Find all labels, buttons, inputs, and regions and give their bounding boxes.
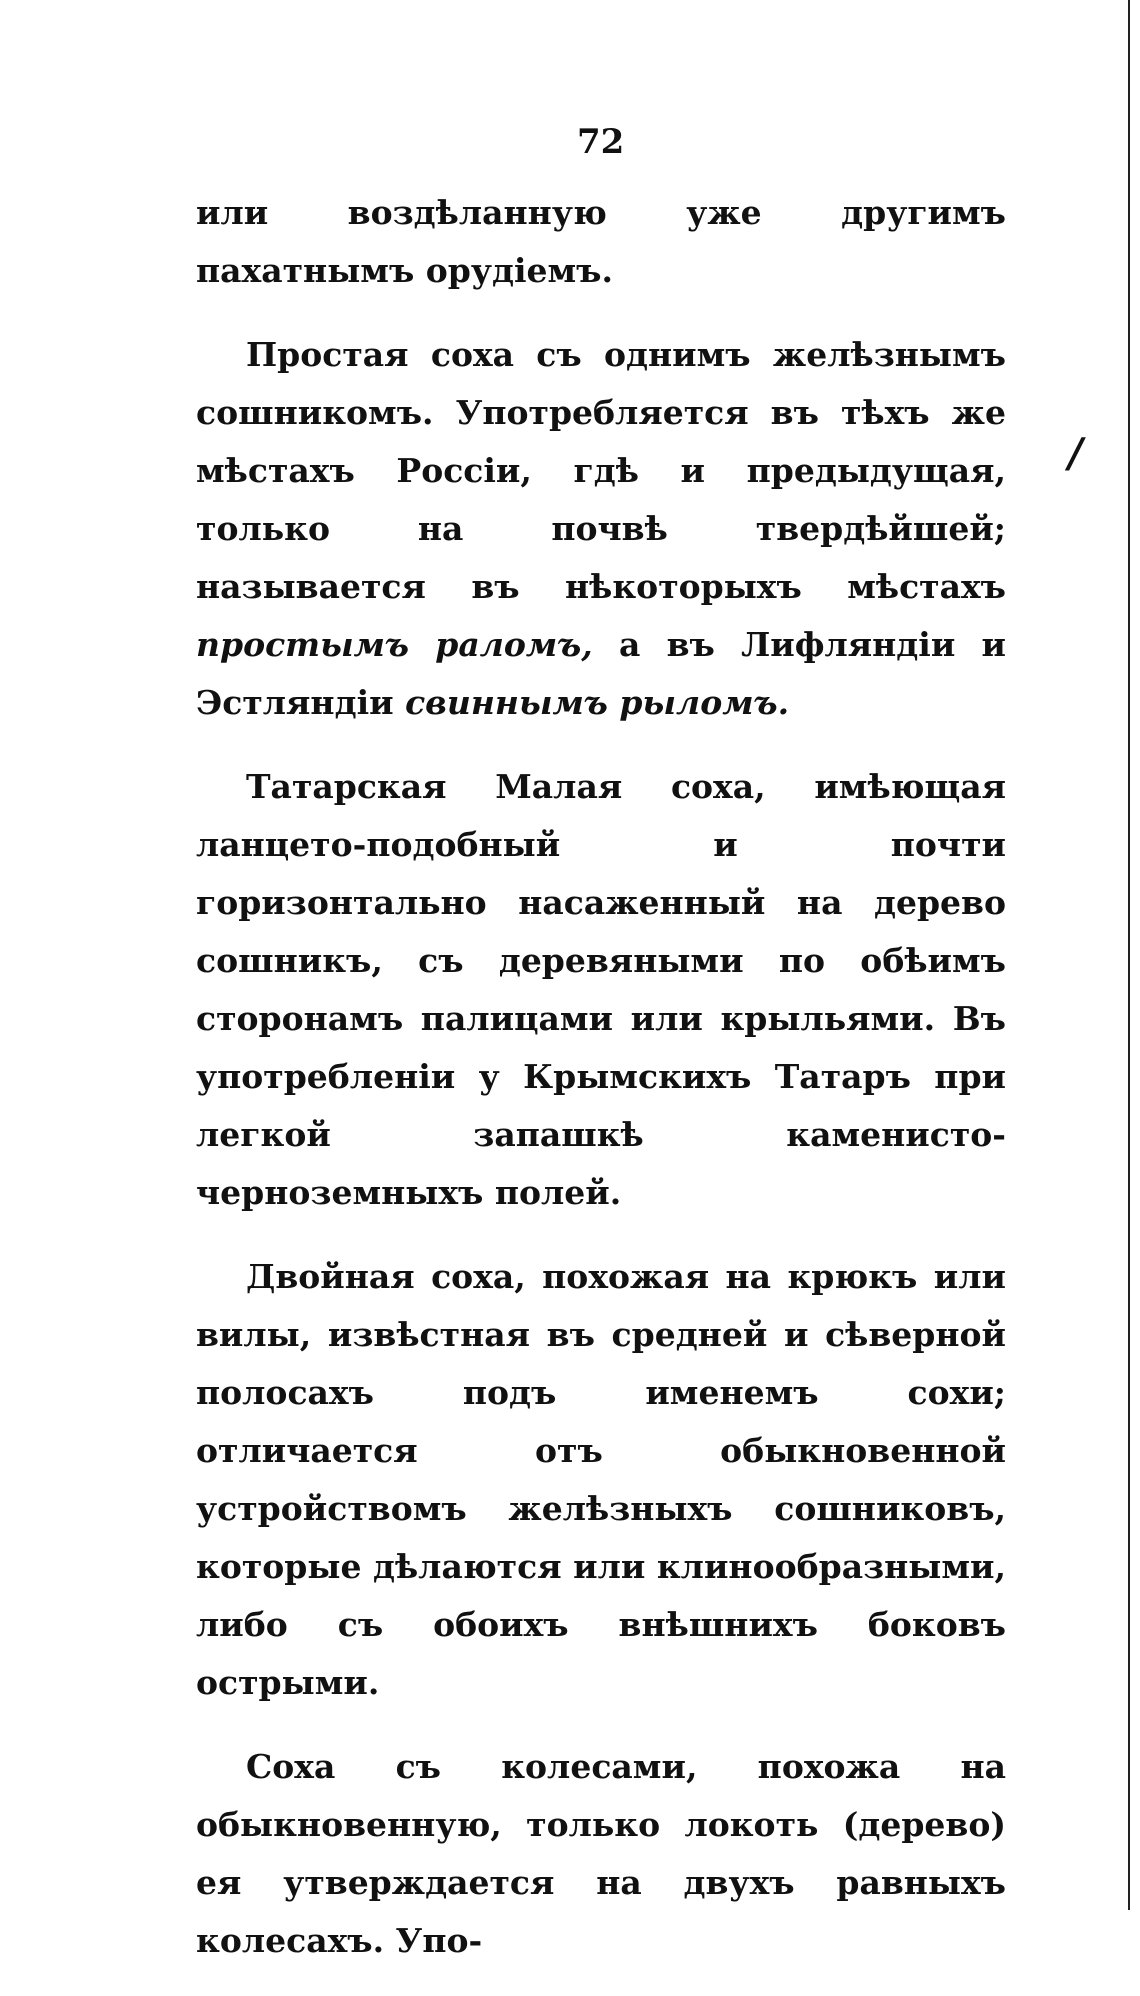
paragraph-5 [196,1738,1006,1970]
paragraph-4-text: Двойная соха, похожая на крюкъ или вилы, извѣстная въ средней и сѣверной полосахъ подъ именемъ сохи; отличается отъ обыкновенной устройствомъ желѣзныхъ сошниковъ, которые дѣлаются или клинообразными, либо съ обоихъ внѣшнихъ боковъ острыми. [196,1257,1006,1702]
paragraph-5-text: Соха съ колесами, похожа на обыкновенную, только локоть (дерево) ея утверждается на двухъ равныхъ колесахъ. Упо- [196,1747,1006,1960]
margin-mark: / [1068,430,1083,477]
paragraph-1-text: или воздѣланную уже другимъ пахатнымъ орудіемъ. [196,193,1006,290]
paragraph-2 [196,326,1006,732]
body-text [196,184,1006,1996]
paragraph-3 [196,758,1006,1222]
paragraph-2-italic-1: простымъ раломъ, [196,625,593,664]
paragraph-2-text: Простая соха съ однимъ желѣзнымъ сошникомъ. Употребляется въ тѣхъ же мѣстахъ Россіи, гдѣ и предыдущая, только на почвѣ твердѣйшей; называется въ нѣкоторыхъ мѣстахъ [196,335,1006,606]
paragraph-4 [196,1248,1006,1712]
page-number: 72 [577,122,625,162]
paragraph-1 [196,184,1006,300]
page-edge-rule [1128,0,1130,1910]
paragraph-3-text: Татарская Малая соха, имѣющая ланцето-подобный и почти горизонтально насаженный на дерево сошникъ, съ деревяными по обѣимъ сторонамъ палицами или крыльями. Въ употребленіи у Крымскихъ Татаръ при легкой запашкѣ каменисто-черноземныхъ полей. [196,767,1006,1212]
paragraph-2-italic-2: свиннымъ рыломъ. [405,683,790,722]
paragraph-2-mid: а въ Лифляндіи и Эстляндіи [196,625,1006,722]
